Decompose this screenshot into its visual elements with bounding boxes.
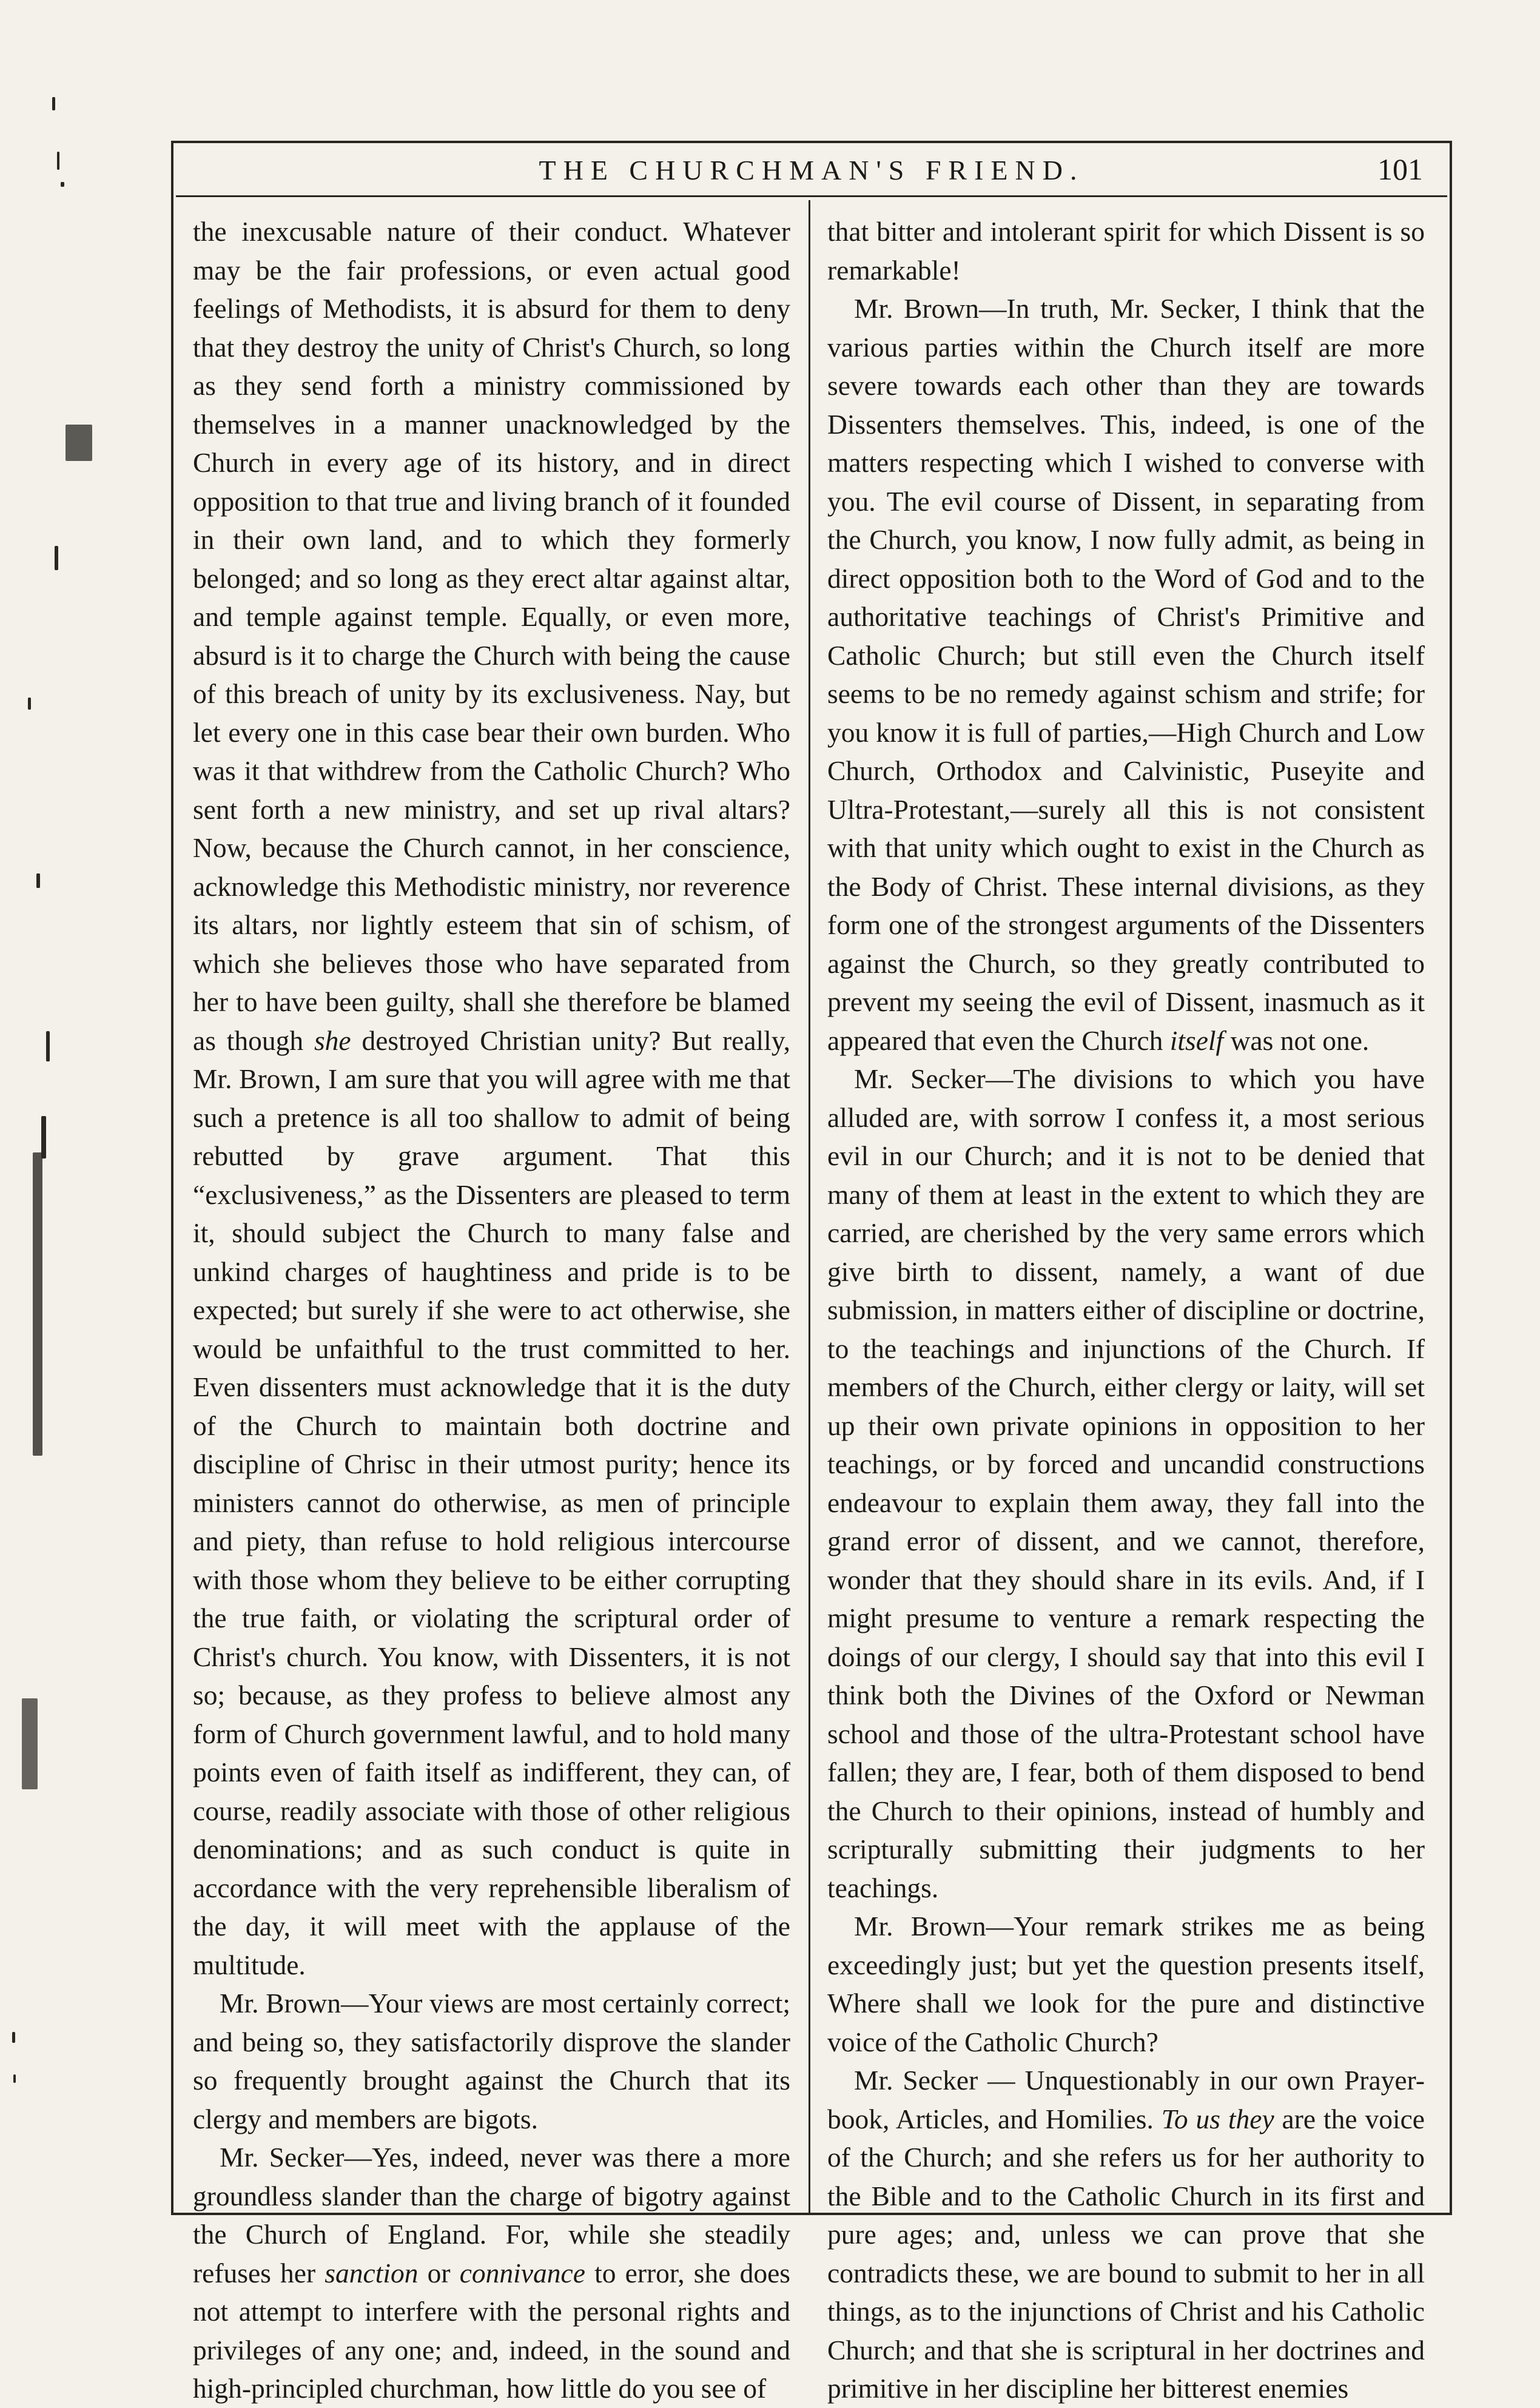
paragraph: Mr. Secker—The divisions to which you have alluded are, with sorrow I confess it, a most serious evil in our Church; and it is not to be denied that many of them at least in the extent to which they are carried, are cherished by the very same errors which give birth to dissent, namely, a want of due submission, in matters either of discipline or doctrine, to the teachings and injunctions of the Church. If members of the Church, either clergy or laity, will set up their own private opinions in opposition to her teachings, or by forced and uncandid constructions endeavour to explain them away, they fall into the grand error of dissent, and we cannot, therefore, wonder that they should share in its evils. And, if I might presume to venture a remark respecting the doings of our clergy, I should say that into this evil I think both the Divines of the Oxford or Newman school and those of the ultra-Protestant school have fallen; they are, I fear, both of them disposed to bend the Church to their opinions, instead of humbly and scripturally submitting their judgments to her teachings. bbox=[827, 1063, 1425, 1903]
left-column bbox=[193, 212, 790, 2404]
header-rule bbox=[176, 195, 1447, 197]
italic-text: itself bbox=[1169, 1024, 1224, 1056]
page-number: 101 bbox=[1377, 152, 1423, 186]
italic-text: connivance bbox=[459, 2257, 585, 2289]
text-run: destroyed Christian unity? But really, Mr. Brown, I am sure that you will agree with me that such a pretence is all too shallow to admit of being rebutted by grave argument. That this “exclusiveness,” as the Dissenters are pleased to term it, should subject the Church to many false and unkind charges of haughtiness and pride is to be expected; but surely if she were to act otherwise, she would be unfaithful to the trust committed to her. Even dissenters must acknowledge that it is the duty of the Church to maintain both doctrine and discipline of Chrisc in their utmost purity; hence its ministers cannot do otherwise, as men of principle and piety, than refuse to hold religious intercourse with those whom they believe to be either corrupting the true faith, or violating the scriptural order of Christ's church. You know, with Dissenters, it is not so; because, as they profess to believe almost any form of Church government lawful, and to hold many points even of faith itself as indifferent, they can, of course, readily associate with those of other religious denominations; and as such conduct is quite in accordance with the very reprehensible liberalism of the day, it will meet with the applause of the multitude. bbox=[193, 1024, 790, 1980]
text-run: was not one. bbox=[1223, 1024, 1370, 1056]
column-divider bbox=[809, 200, 810, 2213]
text-run: are the voice of the Church; and she refers us for her authority to the Bible and to the Catholic Church in its first and pure ages; and, unless we can prove that she contradicts these, we are bound to submit to her in all things, as to the injunctions of Christ and his Catholic Church; and that she is scriptural in her doctrines and primitive in her discipline her bitterest enemies bbox=[827, 2103, 1425, 2404]
paragraph bbox=[193, 2138, 790, 2408]
paragraph: Mr. Brown—Your views are most certainly correct; and being so, they satisfactorily disprove the slander so frequently brought against the Church that its clergy and members are bigots. bbox=[193, 1988, 790, 2134]
right-column bbox=[827, 212, 1425, 2404]
paragraph bbox=[827, 289, 1425, 1060]
margin-blemishes bbox=[0, 0, 121, 2287]
text-run: to error, she does not attempt to interfere with the personal rights and privileges of any one; and, indeed, in the sound and high-principled churchman, how little do you see of bbox=[193, 2257, 790, 2404]
text-run: the inexcusable nature of their conduct. Whatever may be the fair professions, or even actual good feelings of Methodists, it is absurd for them to deny that they destroy the unity of Christ's Church, so long as they send forth a ministry commissioned by themselves in a manner unacknowledged by the Church in every age of its history, and in direct opposition to that true and living branch of it founded in their own land, and to which they formerly belonged; and so long as they erect altar against altar, and temple against temple. Equally, or even more, absurd is it to charge the Church with being the cause of this breach of unity by its exclusiveness. Nay, but let every one in this case bear their own burden. Who was it that withdrew from the Catholic Church? Who sent forth a new ministry, and set up rival altars? Now, because the Church cannot, in her conscience, acknowledge this Methodistic ministry, nor reverence its altars, nor lightly esteem that sin of schism, of which she believes those who have separated from her to have been guilty, shall she therefore be blamed as though bbox=[193, 216, 790, 1056]
text-run: Mr. Secker—Yes, indeed, never was there a more groundless slander than the charge of bigotry against the Church of England. For, while she steadily refuses her bbox=[193, 2142, 790, 2289]
running-head bbox=[176, 150, 1447, 190]
italic-text: she bbox=[314, 1024, 351, 1056]
italic-text: sanction bbox=[324, 2257, 419, 2289]
paragraph bbox=[827, 2061, 1425, 2408]
text-run: Mr. Secker — Unquestionably in our own Prayer-book, Articles, and Homilies. bbox=[827, 2065, 1425, 2134]
paragraph: that bitter and intolerant spirit for which Dissent is so remarkable! bbox=[827, 216, 1425, 286]
text-run: Mr. Brown—In truth, Mr. Secker, I think that the various parties within the Church itself are more severe towards each other than they are towards Dissenters themselves. This, indeed, is one of the matters respecting which I wished to converse with you. The evil course of Dissent, in separating from the Church, you know, I now fully admit, as being in direct opposition both to the Word of God and to the authoritative teachings of Christ's Primitive and Catholic Church; but still even the Church itself seems to be no remedy against schism and strife; for you know it is full of parties,—High Church and Low Church, Orthodox and Calvinistic, Puseyite and Ultra-Protestant,—surely all this is not consistent with that unity which ought to exist in the Church as the Body of Christ. These internal divisions, as they form one of the strongest arguments of the Dissenters against the Church, so they greatly contributed to prevent my seeing the evil of Dissent, inasmuch as it appeared that even the Church bbox=[827, 293, 1425, 1056]
running-title: THE CHURCHMAN'S FRIEND. bbox=[539, 155, 1084, 186]
italic-text: To us they bbox=[1161, 2103, 1274, 2134]
paragraph bbox=[193, 212, 790, 1984]
text-run: or bbox=[418, 2257, 460, 2289]
paragraph: Mr. Brown—Your remark strikes me as being exceedingly just; but yet the question presents itself, Where shall we look for the pure and distinctive voice of the Catholic Church? bbox=[827, 1911, 1425, 2057]
